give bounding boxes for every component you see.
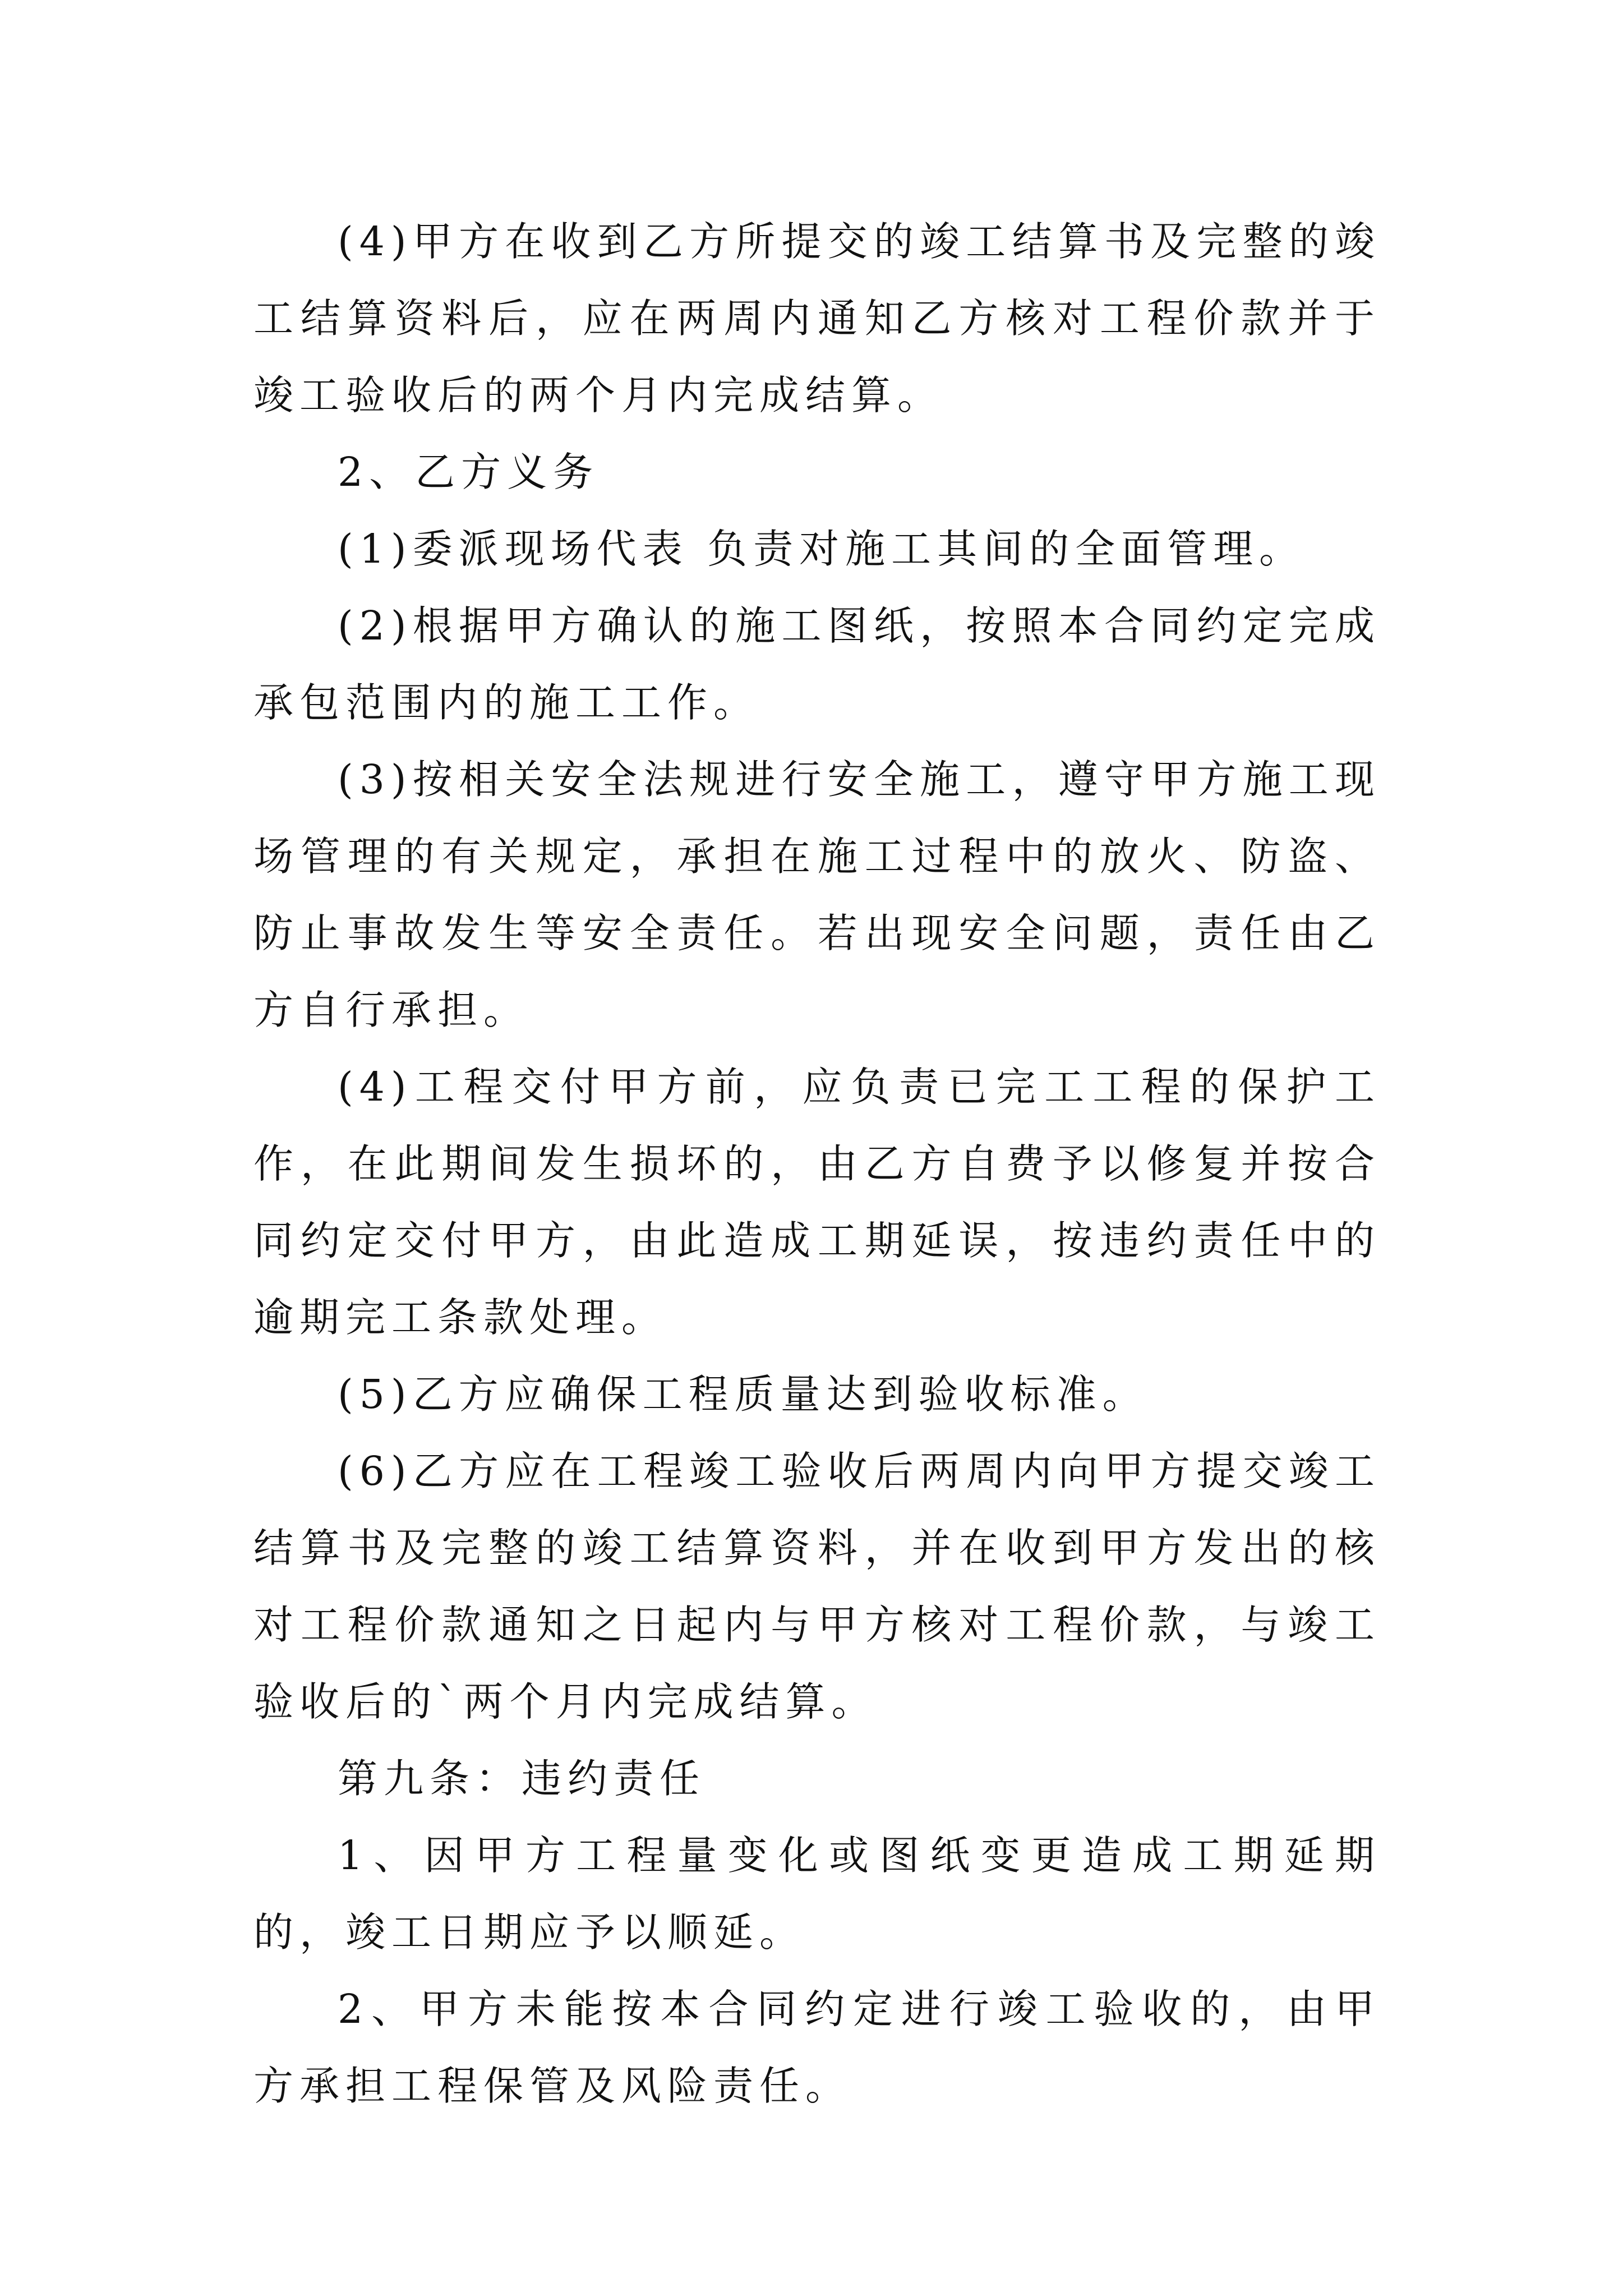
paragraph-b1: (1)委派现场代表 负责对施工其间的全面管理。 xyxy=(338,526,1306,572)
paragraph-b5: (5)乙方应确保工程质量达到验收标准。 xyxy=(338,1371,1149,1418)
paragraph-b3: (3)按相关安全法规进行安全施工，遵守甲方施工现场管理的有关规定，承担在施工过程中的放火、防盗、防止事故发生等安全责任。若出现安全问题，责任由乙方自行承担。 xyxy=(253,756,1381,1033)
paragraph-party-a-settlement: (4)甲方在收到乙方所提交的竣工结算书及完整的竣工结算资料后，应在两周内通知乙方核对工程价款并于竣工验收后的两个月内完成结算。 xyxy=(253,218,1381,418)
paragraph-liability-2: 2、甲方未能按本合同约定进行竣工验收的，由甲方承担工程保管及风险责任。 xyxy=(253,1986,1381,2109)
paragraph-b4: (4)工程交付甲方前，应负责已完工工程的保护工作，在此期间发生损坏的，由乙方自费予以修复并按合同约定交付甲方，由此造成工期延误，按违约责任中的逾期完工条款处理。 xyxy=(253,1064,1381,1341)
heading-article-nine: 第九条：违约责任 xyxy=(338,1755,706,1802)
document-body xyxy=(253,203,1381,2124)
heading-party-b-obligations: 2、乙方义务 xyxy=(338,449,600,495)
paragraph-b2: (2)根据甲方确认的施工图纸，按照本合同约定完成承包范围内的施工工作。 xyxy=(253,602,1381,726)
paragraph-liability-1: 1、因甲方工程量变化或图纸变更造成工期延期的，竣工日期应予以顺延。 xyxy=(253,1832,1381,1955)
paragraph-b6: (6)乙方应在工程竣工验收后两周内向甲方提交竣工结算书及完整的竣工结算资料，并在收到甲方发出的核对工程价款通知之日起内与甲方核对工程价款，与竣工验收后的`两个月内完成结算。 xyxy=(253,1448,1381,1725)
